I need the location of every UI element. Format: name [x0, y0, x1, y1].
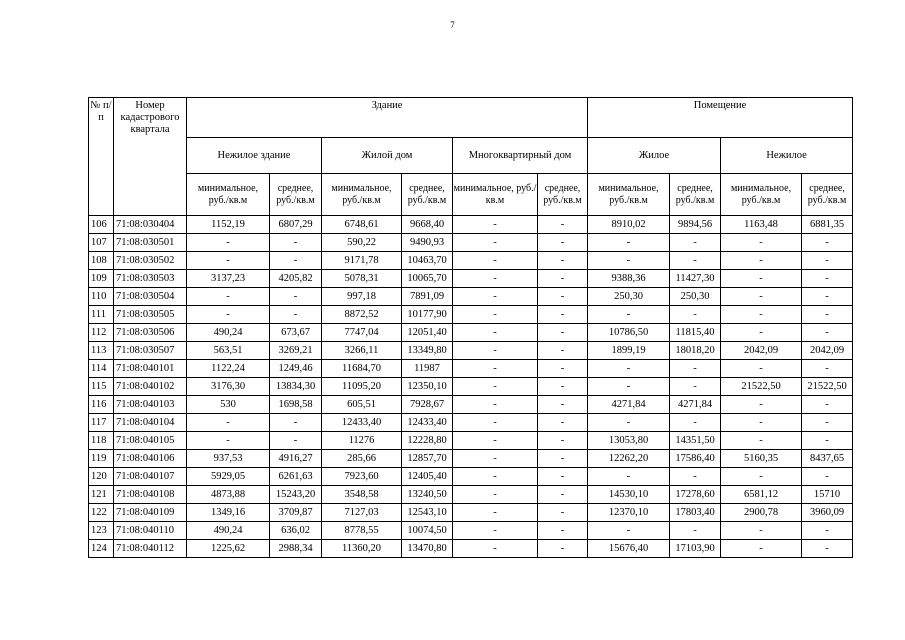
value-cell: -: [270, 288, 322, 306]
value-cell: -: [538, 360, 588, 378]
value-cell: 4916,27: [270, 450, 322, 468]
value-cell: -: [453, 378, 538, 396]
value-cell: -: [588, 414, 670, 432]
value-cell: 1152,19: [187, 216, 270, 234]
value-cell: 12405,40: [402, 468, 453, 486]
row-number: 121: [89, 486, 114, 504]
value-cell: -: [588, 252, 670, 270]
value-cell: -: [721, 522, 802, 540]
value-cell: 1698,58: [270, 396, 322, 414]
value-cell: 14351,50: [670, 432, 721, 450]
value-cell: 11987: [402, 360, 453, 378]
header-avg: среднее, руб./кв.м: [670, 174, 721, 216]
value-cell: -: [588, 522, 670, 540]
value-cell: 250,30: [670, 288, 721, 306]
value-cell: 17278,60: [670, 486, 721, 504]
value-cell: -: [453, 270, 538, 288]
table-row: [89, 378, 853, 396]
value-cell: -: [187, 234, 270, 252]
value-cell: 5078,31: [322, 270, 402, 288]
value-cell: 2900,78: [721, 504, 802, 522]
value-cell: 8437,65: [802, 450, 853, 468]
value-cell: 563,51: [187, 342, 270, 360]
value-cell: 12350,10: [402, 378, 453, 396]
header-avg: среднее, руб./кв.м: [402, 174, 453, 216]
row-number: 111: [89, 306, 114, 324]
value-cell: 7127,03: [322, 504, 402, 522]
header-avg: среднее, руб./кв.м: [538, 174, 588, 216]
value-cell: -: [453, 504, 538, 522]
value-cell: -: [721, 306, 802, 324]
value-cell: -: [538, 342, 588, 360]
value-cell: -: [721, 288, 802, 306]
value-cell: 18018,20: [670, 342, 721, 360]
value-cell: -: [721, 324, 802, 342]
value-cell: -: [538, 270, 588, 288]
value-cell: 11360,20: [322, 540, 402, 558]
value-cell: 10463,70: [402, 252, 453, 270]
value-cell: 21522,50: [802, 378, 853, 396]
header-avg: среднее, руб./кв.м: [270, 174, 322, 216]
value-cell: 3960,09: [802, 504, 853, 522]
value-cell: 14530,10: [588, 486, 670, 504]
header-building: Здание: [187, 98, 588, 138]
value-cell: 3548,58: [322, 486, 402, 504]
value-cell: -: [453, 306, 538, 324]
cadastral-number: 71:08:030501: [114, 234, 187, 252]
value-cell: -: [721, 252, 802, 270]
value-cell: -: [453, 540, 538, 558]
header-house: Жилой дом: [322, 138, 453, 174]
value-cell: 15676,40: [588, 540, 670, 558]
value-cell: 4873,88: [187, 486, 270, 504]
cadastral-number: 71:08:040102: [114, 378, 187, 396]
value-cell: -: [802, 288, 853, 306]
value-cell: 3709,87: [270, 504, 322, 522]
value-cell: 17103,90: [670, 540, 721, 558]
table-row: [89, 450, 853, 468]
value-cell: 15243,20: [270, 486, 322, 504]
row-number: 122: [89, 504, 114, 522]
value-cell: -: [802, 522, 853, 540]
row-number: 108: [89, 252, 114, 270]
value-cell: 11815,40: [670, 324, 721, 342]
value-cell: 5929,05: [187, 468, 270, 486]
value-cell: -: [270, 432, 322, 450]
cadastral-number: 71:08:030505: [114, 306, 187, 324]
value-cell: 3269,21: [270, 342, 322, 360]
value-cell: -: [270, 306, 322, 324]
header-min: минимальное, руб./кв.м: [453, 174, 538, 216]
value-cell: 7891,09: [402, 288, 453, 306]
value-cell: -: [453, 360, 538, 378]
value-cell: 7923,60: [322, 468, 402, 486]
value-cell: -: [187, 432, 270, 450]
row-number: 110: [89, 288, 114, 306]
value-cell: -: [453, 450, 538, 468]
cadastral-number: 71:08:030504: [114, 288, 187, 306]
value-cell: 8910,02: [588, 216, 670, 234]
header-num: № п/п: [89, 98, 114, 216]
value-cell: 636,02: [270, 522, 322, 540]
value-cell: -: [453, 216, 538, 234]
value-cell: -: [588, 378, 670, 396]
cadastral-number: 71:08:040106: [114, 450, 187, 468]
value-cell: 12051,40: [402, 324, 453, 342]
value-cell: 8778,55: [322, 522, 402, 540]
value-cell: 1163,48: [721, 216, 802, 234]
value-cell: 12262,20: [588, 450, 670, 468]
value-cell: 2988,34: [270, 540, 322, 558]
table-row: [89, 396, 853, 414]
value-cell: 605,51: [322, 396, 402, 414]
value-cell: 490,24: [187, 324, 270, 342]
value-cell: 3266,11: [322, 342, 402, 360]
value-cell: -: [187, 414, 270, 432]
value-cell: -: [538, 504, 588, 522]
value-cell: 490,24: [187, 522, 270, 540]
value-cell: 3176,30: [187, 378, 270, 396]
table-row: [89, 360, 853, 378]
value-cell: -: [670, 378, 721, 396]
row-number: 118: [89, 432, 114, 450]
value-cell: -: [538, 468, 588, 486]
value-cell: -: [538, 450, 588, 468]
value-cell: 7928,67: [402, 396, 453, 414]
table-body: [89, 216, 853, 558]
row-number: 109: [89, 270, 114, 288]
header-min: минимальное, руб./кв.м: [721, 174, 802, 216]
value-cell: -: [588, 360, 670, 378]
table-row: [89, 522, 853, 540]
value-cell: -: [670, 468, 721, 486]
value-cell: -: [270, 414, 322, 432]
value-cell: -: [187, 306, 270, 324]
value-cell: -: [453, 288, 538, 306]
value-cell: 4271,84: [588, 396, 670, 414]
value-cell: -: [538, 396, 588, 414]
table-row: [89, 342, 853, 360]
cadastral-number: 71:08:030404: [114, 216, 187, 234]
value-cell: -: [538, 288, 588, 306]
row-number: 107: [89, 234, 114, 252]
value-cell: 3137,23: [187, 270, 270, 288]
header-apartment-building: Многоквартирный дом: [453, 138, 588, 174]
row-number: 112: [89, 324, 114, 342]
value-cell: -: [187, 252, 270, 270]
table-row: [89, 288, 853, 306]
cadastral-number: 71:08:040112: [114, 540, 187, 558]
value-cell: 6261,63: [270, 468, 322, 486]
value-cell: 5160,35: [721, 450, 802, 468]
value-cell: -: [802, 414, 853, 432]
table-row: [89, 324, 853, 342]
value-cell: 997,18: [322, 288, 402, 306]
value-cell: -: [538, 252, 588, 270]
row-number: 116: [89, 396, 114, 414]
value-cell: 4205,82: [270, 270, 322, 288]
value-cell: 250,30: [588, 288, 670, 306]
value-cell: 9894,56: [670, 216, 721, 234]
value-cell: -: [721, 414, 802, 432]
table-row: [89, 504, 853, 522]
value-cell: -: [538, 306, 588, 324]
row-number: 113: [89, 342, 114, 360]
value-cell: -: [721, 270, 802, 288]
cadastral-number: 71:08:040110: [114, 522, 187, 540]
value-cell: 12857,70: [402, 450, 453, 468]
value-cell: -: [721, 360, 802, 378]
value-cell: -: [802, 360, 853, 378]
value-cell: -: [538, 414, 588, 432]
value-cell: 2042,09: [802, 342, 853, 360]
value-cell: -: [538, 432, 588, 450]
header-avg: среднее, руб./кв.м: [802, 174, 853, 216]
value-cell: 6581,12: [721, 486, 802, 504]
value-cell: 8872,52: [322, 306, 402, 324]
value-cell: 13470,80: [402, 540, 453, 558]
value-cell: -: [802, 468, 853, 486]
value-cell: -: [270, 252, 322, 270]
value-cell: -: [453, 432, 538, 450]
value-cell: -: [187, 288, 270, 306]
value-cell: -: [538, 522, 588, 540]
value-cell: -: [588, 234, 670, 252]
table-row: [89, 252, 853, 270]
value-cell: -: [453, 468, 538, 486]
value-cell: 2042,09: [721, 342, 802, 360]
value-cell: 11684,70: [322, 360, 402, 378]
value-cell: -: [670, 414, 721, 432]
header-premises: Помещение: [588, 98, 853, 138]
table-row: [89, 540, 853, 558]
value-cell: 6881,35: [802, 216, 853, 234]
value-cell: -: [538, 324, 588, 342]
value-cell: -: [453, 414, 538, 432]
value-cell: -: [802, 396, 853, 414]
value-cell: -: [453, 252, 538, 270]
value-cell: 9668,40: [402, 216, 453, 234]
table-row: [89, 216, 853, 234]
value-cell: 6807,29: [270, 216, 322, 234]
value-cell: -: [802, 540, 853, 558]
row-number: 115: [89, 378, 114, 396]
value-cell: 530: [187, 396, 270, 414]
value-cell: -: [721, 468, 802, 486]
value-cell: 11427,30: [670, 270, 721, 288]
value-cell: -: [538, 486, 588, 504]
value-cell: -: [802, 252, 853, 270]
value-cell: -: [453, 342, 538, 360]
value-cell: -: [538, 540, 588, 558]
value-cell: -: [453, 522, 538, 540]
value-cell: -: [802, 432, 853, 450]
table-row: [89, 234, 853, 252]
value-cell: 1122,24: [187, 360, 270, 378]
cadastral-number: 71:08:040103: [114, 396, 187, 414]
value-cell: -: [538, 234, 588, 252]
table-row: [89, 432, 853, 450]
cadastral-number: 71:08:030503: [114, 270, 187, 288]
cadastral-number: 71:08:040104: [114, 414, 187, 432]
cadastral-number: 71:08:040101: [114, 360, 187, 378]
value-cell: 9388,36: [588, 270, 670, 288]
value-cell: -: [721, 234, 802, 252]
value-cell: 12433,40: [322, 414, 402, 432]
value-cell: 7747,04: [322, 324, 402, 342]
value-cell: -: [721, 396, 802, 414]
value-cell: -: [453, 396, 538, 414]
value-cell: 285,66: [322, 450, 402, 468]
cadastral-number: 71:08:040109: [114, 504, 187, 522]
value-cell: -: [670, 522, 721, 540]
cadastral-value-table: [88, 97, 853, 558]
cadastral-number: 71:08:040108: [114, 486, 187, 504]
value-cell: -: [538, 216, 588, 234]
row-number: 119: [89, 450, 114, 468]
value-cell: 13349,80: [402, 342, 453, 360]
row-number: 120: [89, 468, 114, 486]
value-cell: 11276: [322, 432, 402, 450]
cadastral-number: 71:08:030507: [114, 342, 187, 360]
table-row: [89, 468, 853, 486]
header-min: минимальное, руб./кв.м: [322, 174, 402, 216]
value-cell: -: [802, 324, 853, 342]
row-number: 106: [89, 216, 114, 234]
value-cell: 4271,84: [670, 396, 721, 414]
row-number: 117: [89, 414, 114, 432]
value-cell: -: [670, 252, 721, 270]
value-cell: -: [670, 306, 721, 324]
value-cell: 17586,40: [670, 450, 721, 468]
header-cadastral-quarter: Номер кадастрового квартала: [114, 98, 187, 216]
value-cell: 1225,62: [187, 540, 270, 558]
value-cell: -: [538, 378, 588, 396]
table-row: [89, 486, 853, 504]
header-min: минимальное, руб./кв.м: [588, 174, 670, 216]
value-cell: 1899,19: [588, 342, 670, 360]
header-nonresidential: Нежилое: [721, 138, 853, 174]
page-number: 7: [450, 20, 455, 30]
cadastral-number: 71:08:040107: [114, 468, 187, 486]
value-cell: -: [588, 468, 670, 486]
value-cell: 17803,40: [670, 504, 721, 522]
value-cell: 13834,30: [270, 378, 322, 396]
value-cell: 9490,93: [402, 234, 453, 252]
value-cell: -: [721, 540, 802, 558]
value-cell: -: [721, 432, 802, 450]
row-number: 114: [89, 360, 114, 378]
value-cell: 9171,78: [322, 252, 402, 270]
value-cell: -: [453, 234, 538, 252]
table-row: [89, 306, 853, 324]
table-row: [89, 414, 853, 432]
value-cell: 12433,40: [402, 414, 453, 432]
cadastral-number: 71:08:040105: [114, 432, 187, 450]
value-cell: -: [802, 270, 853, 288]
header-min: минимальное, руб./кв.м: [187, 174, 270, 216]
value-cell: 10177,90: [402, 306, 453, 324]
value-cell: -: [670, 360, 721, 378]
row-number: 124: [89, 540, 114, 558]
value-cell: -: [453, 324, 538, 342]
value-cell: -: [270, 234, 322, 252]
value-cell: -: [802, 234, 853, 252]
value-cell: 13240,50: [402, 486, 453, 504]
value-cell: 673,67: [270, 324, 322, 342]
value-cell: -: [453, 486, 538, 504]
value-cell: 1249,46: [270, 360, 322, 378]
value-cell: 10786,50: [588, 324, 670, 342]
value-cell: -: [588, 306, 670, 324]
value-cell: 1349,16: [187, 504, 270, 522]
value-cell: 12370,10: [588, 504, 670, 522]
value-cell: 11095,20: [322, 378, 402, 396]
value-cell: -: [802, 306, 853, 324]
header-nonres-building: Нежилое здание: [187, 138, 322, 174]
value-cell: 937,53: [187, 450, 270, 468]
row-number: 123: [89, 522, 114, 540]
table-row: [89, 270, 853, 288]
value-cell: 12228,80: [402, 432, 453, 450]
cadastral-number: 71:08:030502: [114, 252, 187, 270]
header-residential: Жилое: [588, 138, 721, 174]
value-cell: 6748,61: [322, 216, 402, 234]
value-cell: 590,22: [322, 234, 402, 252]
value-cell: -: [670, 234, 721, 252]
cadastral-number: 71:08:030506: [114, 324, 187, 342]
value-cell: 21522,50: [721, 378, 802, 396]
value-cell: 10065,70: [402, 270, 453, 288]
value-cell: 13053,80: [588, 432, 670, 450]
value-cell: 10074,50: [402, 522, 453, 540]
value-cell: 12543,10: [402, 504, 453, 522]
value-cell: 15710: [802, 486, 853, 504]
